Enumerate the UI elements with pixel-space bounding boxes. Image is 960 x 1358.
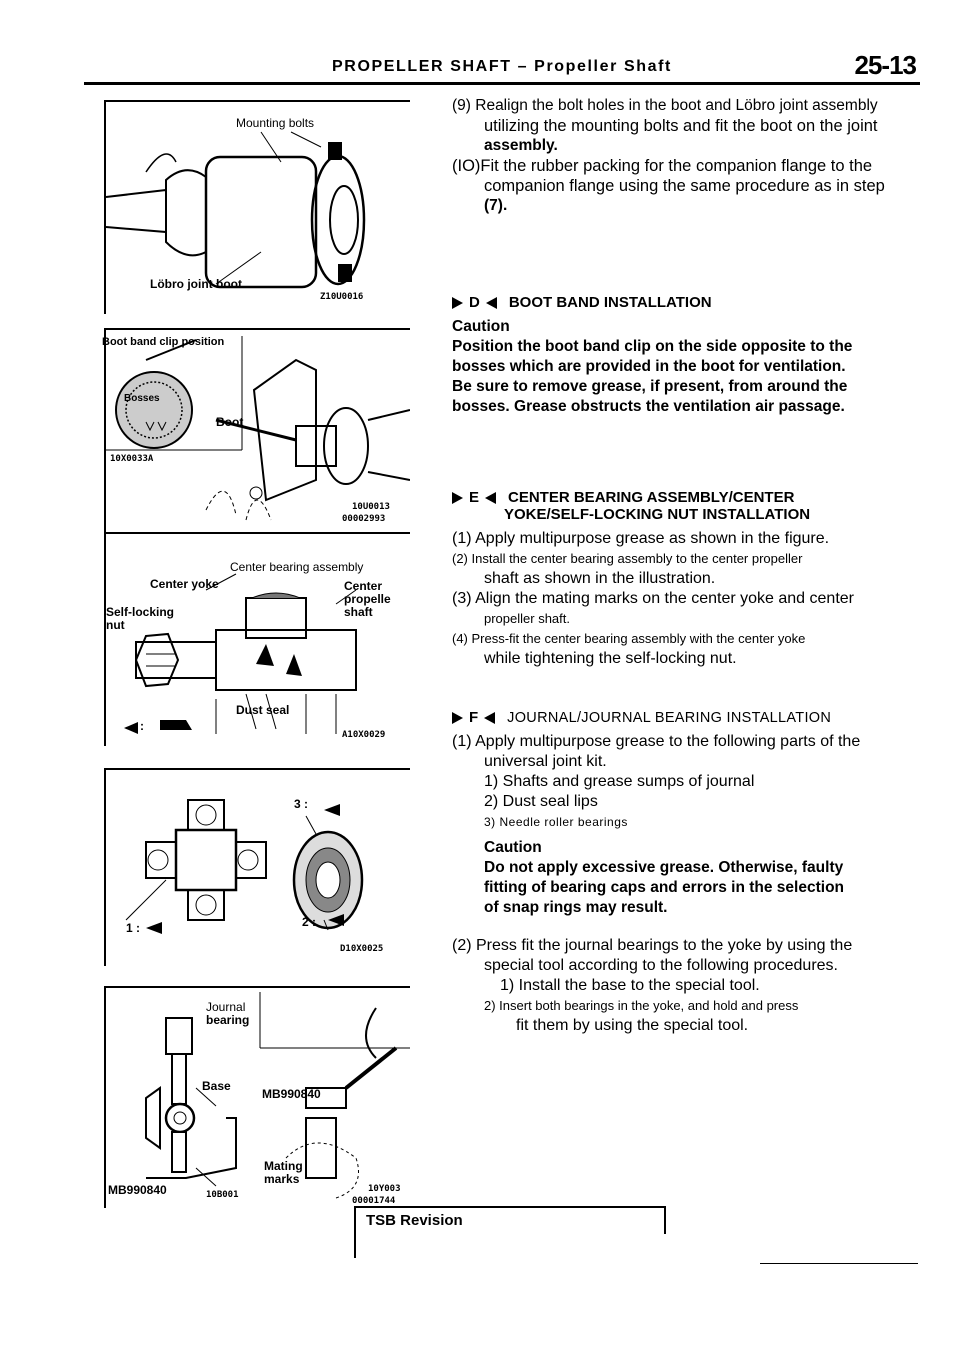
section-f-marker: F (469, 709, 479, 726)
callout-dust-seal: Dust seal (236, 703, 290, 717)
section-f-step-1-line-2: universal joint kit. (484, 753, 607, 770)
step-10-line-1: (IO)Fit the rubber packing for the companion flange to the (452, 157, 873, 175)
section-f-caution-3: of snap rings may result. (484, 899, 668, 916)
figure-boot-band-clip (104, 330, 410, 532)
figure-code-b: 10Y003 (368, 1184, 401, 1194)
section-f-sub-b: 2) Insert both bearings in the yoke, and hold and press (484, 998, 799, 1013)
page-header (84, 50, 920, 82)
left-triangle-icon (486, 297, 497, 309)
figure-lobro-boot (104, 100, 410, 314)
section-e-title-1: CENTER BEARING ASSEMBLY/CENTER (508, 489, 795, 506)
text-column (452, 96, 918, 1036)
section-e-marker: E (469, 489, 480, 506)
section-f-sub-a: 1) Install the base to the special tool. (500, 977, 760, 994)
figure-center-bearing (104, 534, 410, 746)
callout-tool-b: MB990840 (108, 1183, 167, 1197)
section-e-step-2-line-2: shaft as shown in the illustration. (484, 570, 716, 587)
section-f-sub-3: 3) Needle roller bearings (484, 815, 628, 829)
figure-code-a: 10B001 (206, 1190, 239, 1200)
callout-lobro-boot: Löbro joint boot (150, 277, 242, 291)
label-mounting-bolts: Mounting bolts (236, 116, 315, 130)
section-d-caution-1: Position the boot band clip on the side opposite to the (452, 338, 853, 355)
section-f-caution-label: Caution (484, 839, 542, 856)
section-d-title: BOOT BAND INSTALLATION (508, 294, 712, 311)
figure-code-a: 10U0013 (352, 502, 390, 512)
label-boot-band-clip: Boot band clip position (102, 336, 225, 348)
section-d-marker: D (469, 294, 480, 311)
marker-3: 3 : (294, 797, 309, 811)
drawing-boot-band (106, 330, 410, 530)
drawing-universal-joint (106, 770, 410, 964)
label-center-bearing: Center bearing assembly (230, 560, 364, 574)
section-f-sub-c: fit them by using the special tool. (516, 1017, 749, 1034)
section-e-step-3-line-2: propeller shaft. (484, 611, 570, 626)
left-triangle-icon (484, 712, 495, 724)
label-journal: Journal (206, 1000, 246, 1014)
marker-2: 2 : (302, 915, 317, 929)
section-f-sub-2: 2) Dust seal lips (484, 793, 598, 810)
section-f-step-1-line-1: (1) Apply multipurpose grease to the following parts of the (452, 733, 861, 750)
callout-base: Base (202, 1079, 231, 1093)
tsb-revision-box: TSB Revision (354, 1206, 666, 1234)
left-triangle-icon (485, 492, 496, 504)
callout-center-shaft: Center propelle shaft (344, 579, 391, 619)
section-f-caution-2: fitting of bearing caps and errors in the selection (484, 879, 845, 896)
callout-bearing: bearing (206, 1013, 250, 1027)
marker-1: 1 : (126, 921, 141, 935)
section-e-heading (452, 489, 918, 506)
section-f-caution-1: Do not apply excessive grease. Otherwise, faulty (484, 859, 844, 876)
section-e-step-3-line-1: (3) Align the mating marks on the center yoke and center (452, 590, 854, 607)
section-d-caution-3: Be sure to remove grease, if present, from around the (452, 378, 848, 395)
section-f-title: JOURNAL/JOURNAL BEARING INSTALLATION (507, 709, 832, 726)
callout-boot: Boot (216, 415, 244, 429)
figure-column (104, 100, 410, 1208)
page-number: 25-13 (854, 50, 916, 80)
callout-center-yoke: Center yoke (150, 577, 219, 591)
section-e-step-4-line-1: (4) Press-fit the center bearing assembly with the center yoke (452, 631, 806, 646)
right-triangle-icon (452, 712, 463, 724)
section-f-step-2-line-1: (2) Press fit the journal bearings to the yoke by using the (452, 937, 853, 954)
right-triangle-icon (452, 297, 463, 309)
section-d-caution-label: Caution (452, 318, 510, 335)
callout-tool-a: MB990840 (262, 1087, 321, 1101)
right-triangle-icon (452, 492, 463, 504)
legend-grease: : (140, 719, 144, 733)
step-10-line-2: companion flange using the same procedure as in step (484, 177, 885, 195)
footer-rule-vertical (354, 1234, 356, 1258)
figure-code: A10X0029 (342, 730, 386, 740)
section-e-step-4-line-2: while tightening the self-locking nut. (484, 650, 737, 667)
footer-rule (760, 1263, 918, 1264)
figure-code: Z10U0016 (320, 292, 364, 302)
section-f-step-2-line-2: special tool according to the following procedures. (484, 957, 838, 974)
callout-bosses: Bosses (124, 393, 160, 404)
figure-code-inner: 10X0033A (110, 454, 154, 464)
section-d-heading (452, 294, 918, 311)
step-9-line-1: (9) Realign the bolt holes in the boot and Löbro joint assembly (452, 97, 878, 114)
section-f-heading (452, 709, 918, 726)
section-f-sub-1: 1) Shafts and grease sumps of journal (484, 773, 755, 790)
figure-code-c: 00001744 (352, 1196, 396, 1206)
step-9-line-2: utilizing the mounting bolts and fit the boot on the joint (484, 117, 878, 135)
page-title: PROPELLER SHAFT – Propeller Shaft (332, 58, 672, 75)
section-e-step-2-line-1: (2) Install the center bearing assembly to the center propeller (452, 551, 803, 566)
callout-mating-marks: Mating marks (264, 1159, 303, 1186)
section-e-step-1: (1) Apply multipurpose grease as shown in the figure. (452, 530, 830, 547)
section-d-caution-2: bosses which are provided in the boot for ventilation. (452, 358, 846, 375)
figure-journal-bearing (104, 988, 410, 1208)
section-d-caution-4: bosses. Grease obstructs the ventilation air passage. (452, 398, 845, 415)
figure-code-b: 00002993 (342, 514, 386, 524)
step-10-line-3: (7). (484, 197, 508, 214)
step-9-line-3: assembly. (484, 137, 558, 154)
drawing-journal-press (106, 988, 410, 1206)
figure-code: D10X0025 (340, 944, 384, 954)
header-rule (84, 82, 920, 85)
figure-universal-joint (104, 770, 410, 966)
callout-self-locking-nut: Self-locking nut (106, 605, 175, 632)
section-e-title-2: YOKE/SELF-LOCKING NUT INSTALLATION (504, 506, 811, 523)
